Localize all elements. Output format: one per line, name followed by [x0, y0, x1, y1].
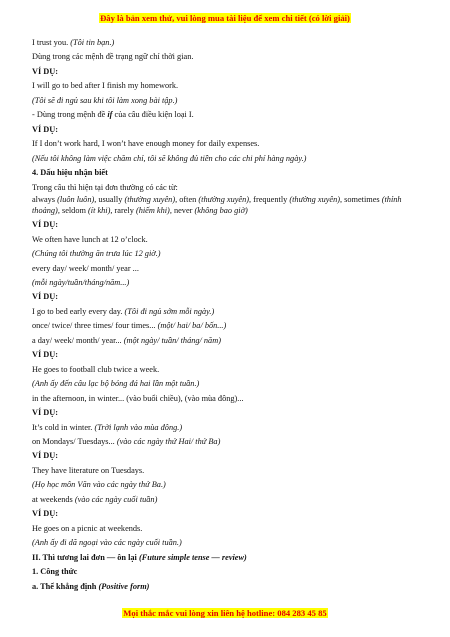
usage-note-part: - Dùng trong mệnh đề [32, 110, 108, 120]
time-expression [32, 435, 424, 449]
adverb-meaning: (luôn luôn) [57, 194, 95, 204]
translation-text: (Họ học môn Văn vào các ngày thứ Ba.) [32, 480, 166, 490]
example-label: VÍ DỤ: [32, 350, 59, 360]
example-sentence: He goes to football club twice a week. [32, 364, 160, 374]
usage-note: Trong câu thì hiện tại đơn thường có các từ: [32, 182, 178, 192]
example-sentence: We often have lunch at 12 o’clock. [32, 234, 148, 244]
time-expression [32, 334, 424, 348]
example-label: VÍ DỤ: [32, 66, 59, 76]
adverb: , often [175, 194, 199, 204]
adverb: always [32, 194, 58, 204]
translation-text: (Chúng tôi thường ăn trưa lúc 12 giờ.) [32, 249, 161, 259]
usage-note [32, 108, 424, 122]
adverb: , frequently [249, 194, 290, 204]
translation-text: (Tôi đi ngủ sớm mỗi ngày.) [124, 306, 215, 316]
translation-text: (Tôi tin bạn.) [70, 38, 115, 47]
adverb: , seldom [57, 205, 89, 215]
translation-text: (Trời lạnh vào mùa đông.) [94, 422, 183, 432]
time-expression [32, 319, 424, 333]
example-sentence: If I don’t work hard, I won’t have enough money for daily expenses. [32, 139, 260, 149]
example-sentence [32, 305, 424, 319]
example-sentence: They have literature on Tuesdays. [32, 465, 145, 475]
example-label: VÍ DỤ: [32, 220, 59, 230]
hotline-text: Mọi thắc mắc vui lòng xin liên hệ hotline: 084 283 45 85 [123, 608, 327, 618]
translation-text: (một ngày/ tuần/ tháng/ năm) [123, 335, 221, 345]
adverb-list [32, 195, 424, 216]
english-text: I trust you. [32, 38, 71, 47]
english-text: once/ twice/ three times/ four times... [32, 321, 158, 331]
example-label: VÍ DỤ: [32, 292, 59, 302]
example-label: VÍ DỤ: [32, 408, 59, 418]
adverb-meaning: (thường xuyên) [124, 194, 176, 204]
time-expression: every day/ week/ month/ year ... [32, 263, 139, 273]
heading-translation: (Future simple tense — review) [138, 552, 247, 562]
translation-text: (vào các ngày thứ Hai/ thứ Ba) [116, 436, 221, 446]
example-sentence [32, 36, 424, 50]
english-text: It’s cold in winter. [32, 422, 95, 432]
heading-translation: (Positive form) [98, 581, 150, 591]
translation-text: (một/ hai/ ba/ bốn...) [157, 321, 227, 331]
example-sentence: I will go to bed after I finish my homework. [32, 81, 179, 91]
translation-text: (Nếu tôi không làm việc chăm chỉ, tôi sẽ không đủ tiền cho các chi phí hàng ngày.) [32, 153, 307, 163]
section-heading [32, 551, 424, 565]
translation-text: (Anh ấy đến câu lạc bộ bóng đá hai lần một tuần.) [32, 379, 200, 389]
section-heading: 4. Dấu hiệu nhận biết [32, 168, 108, 178]
adverb-meaning: (hiếm khi) [135, 205, 170, 215]
adverb: , usually [94, 194, 125, 204]
preview-notice-banner [0, 13, 450, 23]
english-text: a day/ week/ month/ year... [32, 335, 124, 345]
translation-text: (vào các ngày cuối tuần) [74, 494, 158, 504]
adverb-meaning: (ít khi) [88, 205, 111, 215]
adverb: , rarely [110, 205, 136, 215]
heading-text: a. Thể khẳng định [32, 581, 99, 591]
example-label: VÍ DỤ: [32, 509, 59, 519]
english-text: on Mondays/ Tuesdays... [32, 436, 117, 446]
subsection-heading: 1. Công thức [32, 567, 78, 577]
example-sentence: He goes on a picnic at weekends. [32, 523, 143, 533]
time-expression: in the afternoon, in winter... (vào buổi chiều), (vào mùa đông)... [32, 393, 244, 403]
adverb: , sometimes [340, 194, 382, 204]
time-expression [32, 493, 424, 507]
example-label: VÍ DỤ: [32, 451, 59, 461]
adverb: , never [169, 205, 195, 215]
example-label: VÍ DỤ: [32, 124, 59, 134]
usage-note: Dùng trong các mệnh đề trạng ngữ chỉ thời gian. [32, 52, 194, 62]
hotline-banner [0, 608, 450, 618]
translation-text: (mỗi ngày/tuần/tháng/năm...) [32, 277, 130, 287]
adverb-meaning: (thường xuyên) [198, 194, 250, 204]
english-text: at weekends [32, 494, 75, 504]
keyword-if: if [107, 110, 113, 120]
english-text: I go to bed early every day. [32, 306, 125, 316]
preview-notice-text: Đây là bản xem thử, vui lòng mua tài liệu để xem chi tiết (có lời giải) [100, 13, 350, 23]
adverb-meaning: (thường xuyên) [289, 194, 341, 204]
usage-note-part: của câu điều kiện loại I. [112, 110, 194, 120]
heading-text: II. Thì tương lai đơn — ôn lại [32, 552, 139, 562]
translation-text: (Tôi sẽ đi ngủ sau khi tôi làm xong bài tập.) [32, 95, 178, 105]
example-sentence [32, 421, 424, 435]
subsection-heading [32, 580, 424, 594]
document-body [32, 36, 424, 594]
adverb-meaning: (không bao giờ) [194, 205, 248, 215]
translation-text: (Anh ấy đi dã ngoại vào các ngày cuối tuần.) [32, 538, 182, 548]
adverb-meaning: (thỉnh thoảng) [32, 194, 402, 215]
